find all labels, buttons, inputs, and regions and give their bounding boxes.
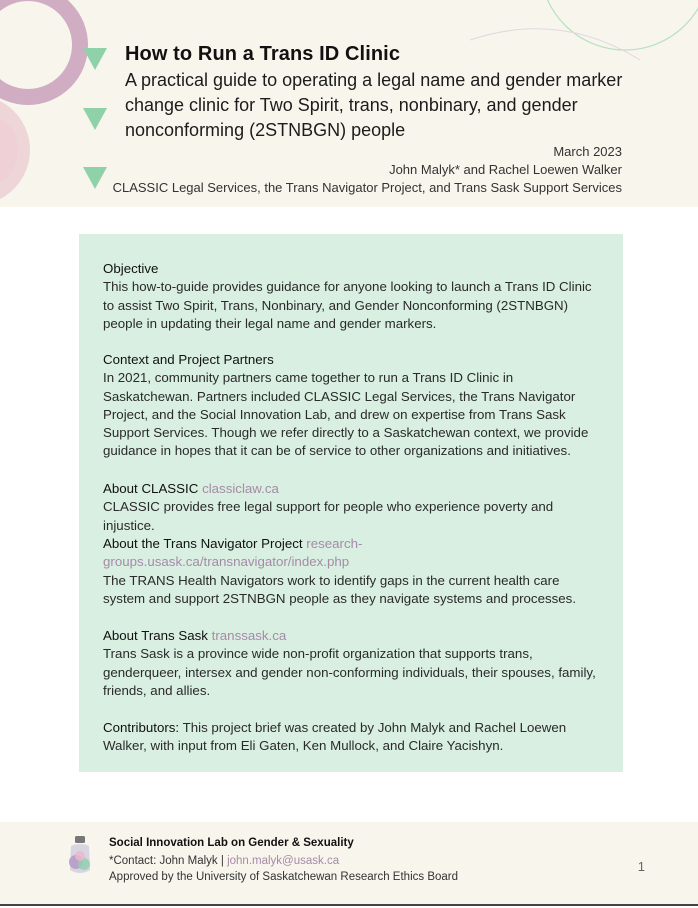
section-body: CLASSIC provides free legal support for people who experience poverty and injustice. xyxy=(103,499,554,533)
page-number: 1 xyxy=(637,859,645,874)
classic-link[interactable]: classiclaw.ca xyxy=(202,481,279,496)
separator: | xyxy=(220,855,224,867)
section-heading: Contributors: xyxy=(103,720,180,735)
section-body: Trans Sask is a province wide non-profit organization that supports trans, genderqueer, intersex and gender non-conforming individuals, their spouses, family, friends, and allies. xyxy=(103,646,596,698)
publication-date: March 2023 xyxy=(553,144,622,159)
section-body: The TRANS Health Navigators work to identify gaps in the current health care system and support 2STNBGN people as they navigate systems and processes. xyxy=(103,572,577,606)
document-subtitle: A practical guide to operating a legal name and gender marker change clinic for Two Spirit, trans, nonbinary, and gender nonconforming (2STNBGN) people xyxy=(125,70,623,140)
section-heading: About Trans Sask xyxy=(103,628,208,643)
section-heading: Objective xyxy=(103,261,159,276)
section-heading: About the Trans Navigator Project xyxy=(103,536,303,551)
contributors-section xyxy=(103,719,603,756)
section-heading: Context and Project Partners xyxy=(103,352,274,367)
contact-label: *Contact: John Malyk xyxy=(109,855,218,867)
organizations: CLASSIC Legal Services, the Trans Navigator Project, and Trans Sask Support Services xyxy=(112,180,622,195)
triangle-marker-icon xyxy=(83,167,107,189)
lab-name: Social Innovation Lab on Gender & Sexuality xyxy=(109,837,354,849)
contact-email-link[interactable]: john.malyk@usask.ca xyxy=(227,855,340,867)
context-section xyxy=(103,351,603,461)
section-heading: About CLASSIC xyxy=(103,481,199,496)
document-title: How to Run a Trans ID Clinic xyxy=(125,43,401,65)
ethics-approval: Approved by the University of Saskatchewan Research Ethics Board xyxy=(109,871,459,883)
section-body: This project brief was created by John Malyk and Rachel Loewen Walker, with input from Eli Gaten, Ken Mullock, and Claire Yacishyn. xyxy=(103,720,567,754)
footer-divider xyxy=(0,904,698,906)
triangle-marker-icon xyxy=(83,108,107,130)
lab-logo-icon xyxy=(66,834,96,878)
contact-line xyxy=(109,855,339,867)
navigator-link[interactable]: research-groups.usask.ca/transnavigator/index.php xyxy=(103,536,363,570)
header-banner xyxy=(0,0,698,207)
footer xyxy=(0,822,698,906)
summary-box xyxy=(79,234,623,772)
transsask-link[interactable]: transsask.ca xyxy=(211,628,287,643)
about-classic-section xyxy=(103,480,603,535)
triangle-marker-icon xyxy=(83,48,107,70)
about-transsask-section xyxy=(103,627,603,700)
section-body: This how-to-guide provides guidance for anyone looking to launch a Trans ID Clinic to assist Two Spirit, Trans, Nonbinary, and Gender Nonconforming (2STNBGN) people in updating their legal name and gender markers. xyxy=(103,279,592,331)
section-body: In 2021, community partners came together to run a Trans ID Clinic in Saskatchewan. Partners included CLASSIC Legal Services, the Trans Navigator Project, and the Social Innovation Lab, and drew on expertise from Trans Sask Support Services. Though we refer directly to a Saskatchewan context, we provide guidance in hopes that it can be of service to other organizations and initiatives. xyxy=(103,370,589,459)
about-navigator-section xyxy=(103,535,603,608)
authors: John Malyk* and Rachel Loewen Walker xyxy=(389,162,622,177)
objective-section xyxy=(103,260,603,333)
